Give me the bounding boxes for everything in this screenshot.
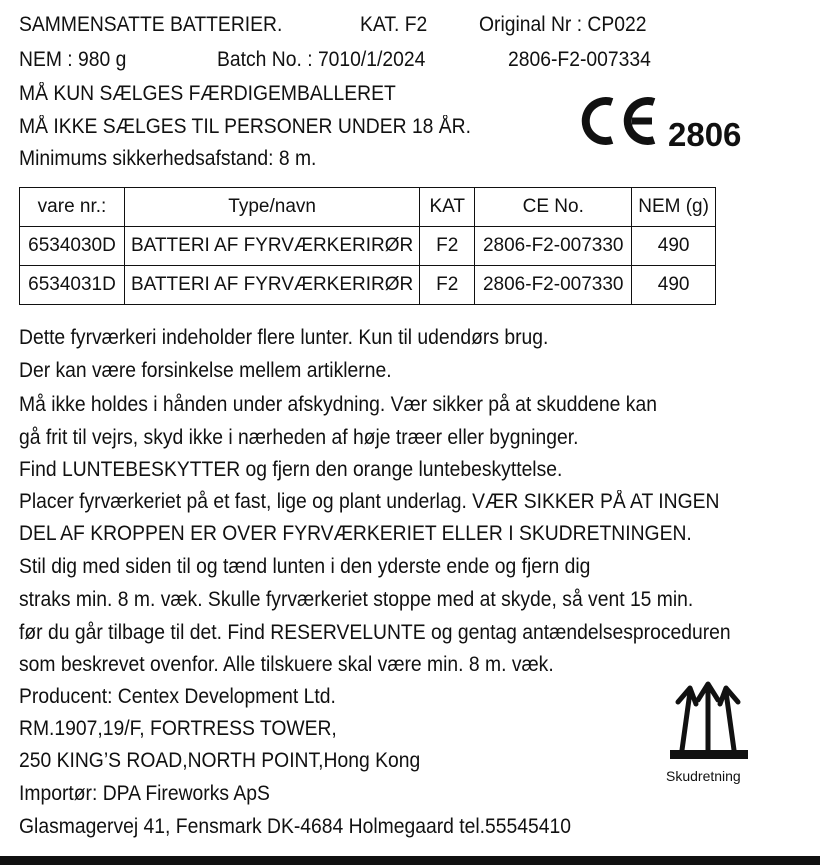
original-number: Original Nr : CP022: [479, 13, 647, 36]
instruction-line: før du går tilbage til det. Find RESERVELUNTE og gentag antændelsesproceduren: [19, 621, 731, 644]
col-header-nem: NEM (g): [632, 188, 716, 227]
direction-caption: Skudretning: [666, 768, 741, 784]
cell-item-no: 6534030D: [20, 227, 125, 266]
table-row: [20, 266, 716, 305]
nem-weight: NEM : 980 g: [19, 48, 127, 71]
instruction-line: straks min. 8 m. væk. Skulle fyrværkeriet stoppe med at skyde, så vent 15 min.: [19, 588, 694, 611]
cell-kat: F2: [420, 266, 475, 305]
instruction-line: gå frit til vejrs, skyd ikke i nærheden af høje træer eller bygninger.: [19, 426, 579, 449]
ce-notified-body-number: 2806: [668, 116, 742, 153]
instruction-line: Find LUNTEBESKYTTER og fjern den orange luntebeskyttelse.: [19, 458, 563, 481]
safety-distance: Minimums sikkerhedsafstand: 8 m.: [19, 147, 317, 170]
category-kat: KAT. F2: [360, 13, 428, 36]
col-header-item-no: vare nr.:: [20, 188, 125, 227]
col-header-type: Type/navn: [125, 188, 420, 227]
producer-address-1: RM.1907,19/F, FORTRESS TOWER,: [19, 717, 337, 740]
cell-ce-no: 2806-F2-007330: [475, 266, 632, 305]
batch-number: Batch No. : 7010/1/2024: [217, 48, 426, 71]
col-header-kat: KAT: [420, 188, 475, 227]
instruction-line: som beskrevet ovenfor. Alle tilskuere skal være min. 8 m. væk.: [19, 653, 554, 676]
three-arrows-up-icon: [668, 678, 750, 760]
items-table: [19, 187, 716, 305]
cell-type: BATTERI AF FYRVÆRKERIRØR: [125, 266, 420, 305]
instruction-line: Må ikke holdes i hånden under afskydning. Vær sikker på at skuddene kan: [19, 393, 657, 416]
producer-address-2: 250 KING’S ROAD,NORTH POINT,Hong Kong: [19, 749, 421, 772]
sale-packaging-warning: MÅ KUN SÆLGES FÆRDIGEMBALLERET: [19, 82, 396, 105]
bottom-border: [0, 856, 820, 865]
importer-name: Importør: DPA Fireworks ApS: [19, 782, 270, 805]
col-header-ce-no: CE No.: [475, 188, 632, 227]
instruction-line: Dette fyrværkeri indeholder flere lunter. Kun til udendørs brug.: [19, 326, 549, 349]
importer-address: Glasmagervej 41, Fensmark DK-4684 Holmegaard tel.55545410: [19, 815, 571, 838]
ce-reference: 2806-F2-007334: [508, 48, 651, 71]
table-header-row: [20, 188, 716, 227]
cell-type: BATTERI AF FYRVÆRKERIRØR: [125, 227, 420, 266]
cell-nem: 490: [632, 266, 716, 305]
producer-name: Producent: Centex Development Ltd.: [19, 685, 336, 708]
instruction-line: Der kan være forsinkelse mellem artiklerne.: [19, 359, 392, 382]
age-warning: MÅ IKKE SÆLGES TIL PERSONER UNDER 18 ÅR.: [19, 115, 472, 138]
ce-mark-icon: [580, 92, 662, 150]
instruction-line: Stil dig med siden til og tænd lunten i den yderste ende og fjern dig: [19, 555, 591, 578]
cell-ce-no: 2806-F2-007330: [475, 227, 632, 266]
cell-item-no: 6534031D: [20, 266, 125, 305]
cell-nem: 490: [632, 227, 716, 266]
instruction-line: DEL AF KROPPEN ER OVER FYRVÆRKERIET ELLER I SKUDRETNINGEN.: [19, 522, 692, 545]
instruction-line: Placer fyrværkeriet på et fast, lige og plant underlag. VÆR SIKKER PÅ AT INGEN: [19, 490, 720, 513]
product-category: SAMMENSATTE BATTERIER.: [19, 13, 283, 36]
cell-kat: F2: [420, 227, 475, 266]
table-row: [20, 227, 716, 266]
